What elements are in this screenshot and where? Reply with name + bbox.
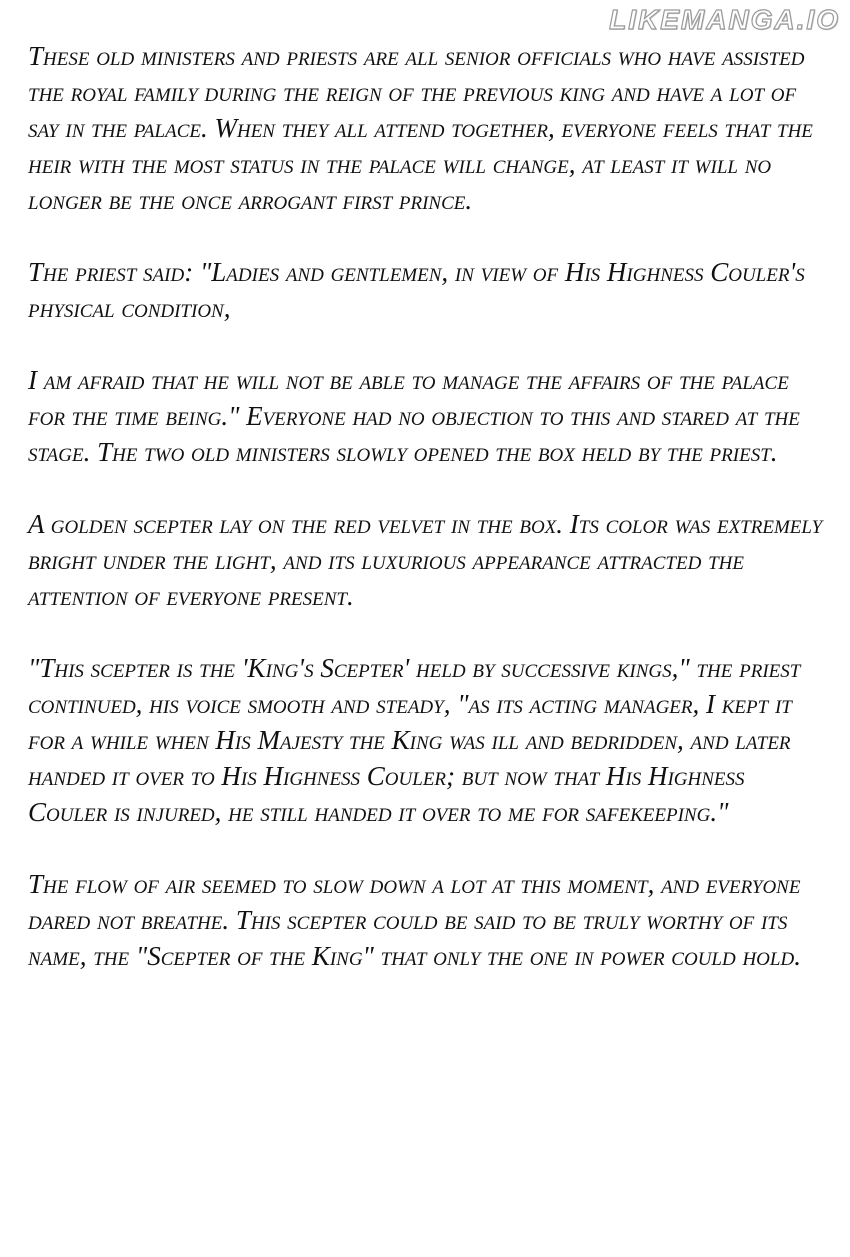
- site-watermark: LIKEMANGA.IO: [609, 4, 840, 35]
- paragraph: These old ministers and priests are all senior officials who have assisted the royal family during the reign of the previous king and have a lot of say in the palace. When they all attend together, everyone feels that the heir with the most status in the palace will change, at least it will no longer be the once arrogant first prince.: [28, 41, 813, 215]
- chapter-text: [28, 38, 828, 1010]
- paragraph: The priest said: "Ladies and gentlemen, in view of His Highness Couler's physical condition,: [28, 257, 805, 323]
- paragraph: A golden scepter lay on the red velvet in the box. Its color was extremely bright under the light, and its luxurious appearance attracted the attention of everyone present.: [28, 509, 823, 611]
- paragraph: I am afraid that he will not be able to manage the affairs of the palace for the time being." Everyone had no objection to this and stared at the stage. The two old ministers slowly opened the box held by the priest.: [28, 365, 800, 467]
- paragraph: "This scepter is the 'King's Scepter' held by successive kings," the priest continued, his voice smooth and steady, "as its acting manager, I kept it for a while when His Majesty the King was ill and bedridden, and later handed it over to His Highness Couler; but now that His Highness Couler is injured, he still handed it over to me for safekeeping.": [28, 653, 801, 827]
- paragraph: The flow of air seemed to slow down a lot at this moment, and everyone dared not breathe. This scepter could be said to be truly worthy of its name, the "Scepter of the King" that only the one in power could hold.: [28, 869, 801, 971]
